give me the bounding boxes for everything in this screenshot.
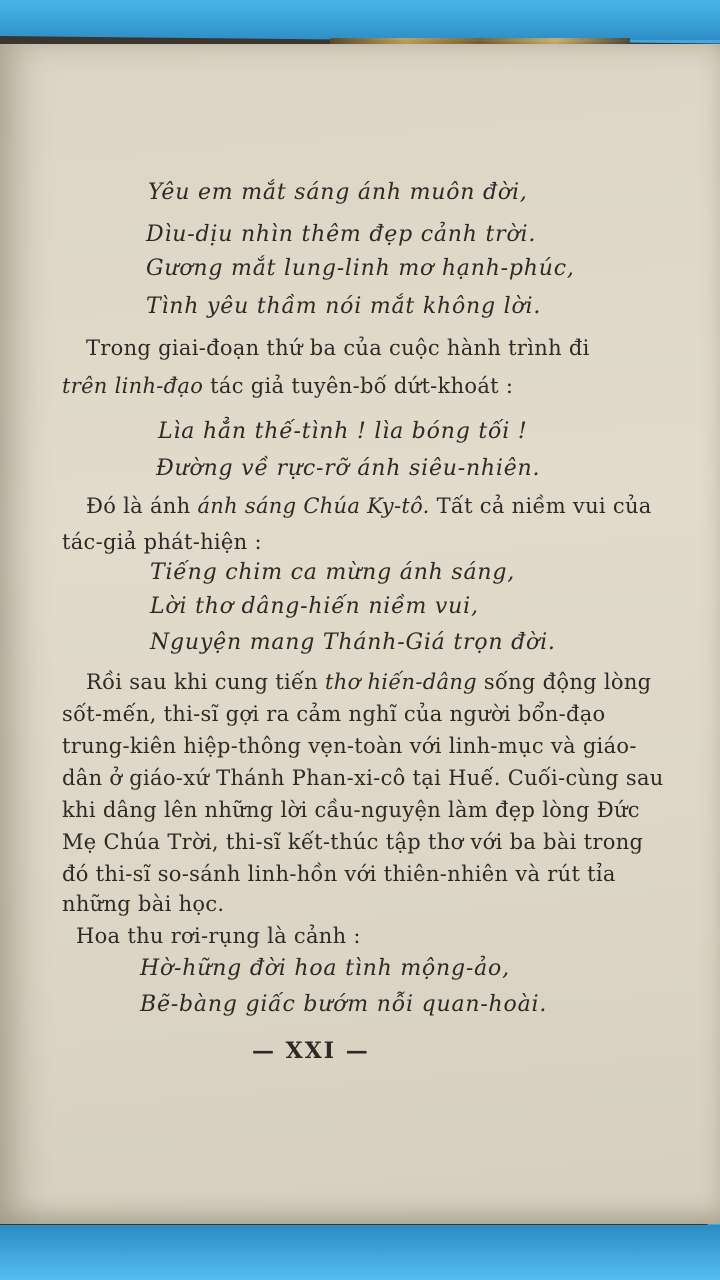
verse1-line1: Yêu em mắt sáng ánh muôn đời,: [148, 180, 528, 205]
background-top: [0, 0, 720, 40]
para3-rest: sống động lòng: [476, 670, 652, 694]
para2-emphasis: ánh sáng Chúa Ky-tô.: [197, 494, 430, 518]
para3-line6: Mẹ Chúa Trời, thi-sĩ kết-thúc tập thơ với ba bài trong: [62, 830, 644, 854]
para3-line8: những bài học.: [62, 892, 225, 916]
para1-line2-rest: tác giả tuyên-bố dứt-khoát :: [203, 374, 514, 398]
background-bottom: [0, 1225, 720, 1280]
verse3-line1: Tiếng chim ca mừng ánh sáng,: [150, 560, 516, 585]
para3-start: Rồi sau khi cung tiến: [86, 670, 325, 694]
verse1-line2: Dìu-dịu nhìn thêm đẹp cảnh trời.: [146, 222, 537, 247]
para1-line2: [62, 374, 513, 398]
para3-line7: đó thi-sĩ so-sánh linh-hồn với thiên-nhiên và rút tỉa: [62, 862, 616, 886]
verse3-line3: Nguyện mang Thánh-Giá trọn đời.: [150, 630, 556, 655]
book-page: [0, 44, 720, 1224]
para2-rest: Tất cả niềm vui của: [429, 494, 652, 518]
para3-line4: dân ở giáo-xứ Thánh Phan-xi-cô tại Huế. Cuối-cùng sau: [62, 766, 664, 790]
verse2-line1: Lìa hẳn thế-tình ! lìa bóng tối !: [158, 419, 528, 444]
para2-line1: [86, 494, 652, 518]
page-text: [0, 44, 720, 1224]
para3-line1: [86, 670, 651, 694]
para3-line2: sốt-mến, thi-sĩ gợi ra cảm nghĩ của người bổn-đạo: [62, 702, 606, 726]
para2-start: Đó là ánh: [86, 494, 198, 518]
para1-emphasis: trên linh-đạo: [62, 374, 204, 398]
verse1-line3: Gương mắt lung-linh mơ hạnh-phúc,: [146, 256, 575, 281]
verse4-line1: Hờ-hững đời hoa tình mộng-ảo,: [140, 956, 510, 981]
verse2-line2: Đường về rực-rỡ ánh siêu-nhiên.: [156, 456, 541, 481]
para3-emphasis: thơ hiến-dâng: [325, 670, 477, 694]
page-number: — XXI —: [252, 1038, 370, 1064]
verse4-line2: Bẽ-bàng giấc bướm nỗi quan-hoài.: [140, 992, 548, 1017]
para3-line5: khi dâng lên những lời cầu-nguyện làm đẹp lòng Đức: [62, 798, 640, 822]
para4-line1: Hoa thu rơi-rụng là cảnh :: [76, 924, 361, 948]
para3-line3: trung-kiên hiệp-thông vẹn-toàn với linh-mục và giáo-: [62, 734, 637, 758]
verse3-line2: Lời thơ dâng-hiến niềm vui,: [150, 594, 479, 619]
para2-line2: tác-giả phát-hiện :: [62, 530, 262, 554]
verse1-line4: Tình yêu thầm nói mắt không lời.: [146, 294, 542, 319]
para1-line1: Trong giai-đoạn thứ ba của cuộc hành trình đi: [86, 336, 590, 360]
